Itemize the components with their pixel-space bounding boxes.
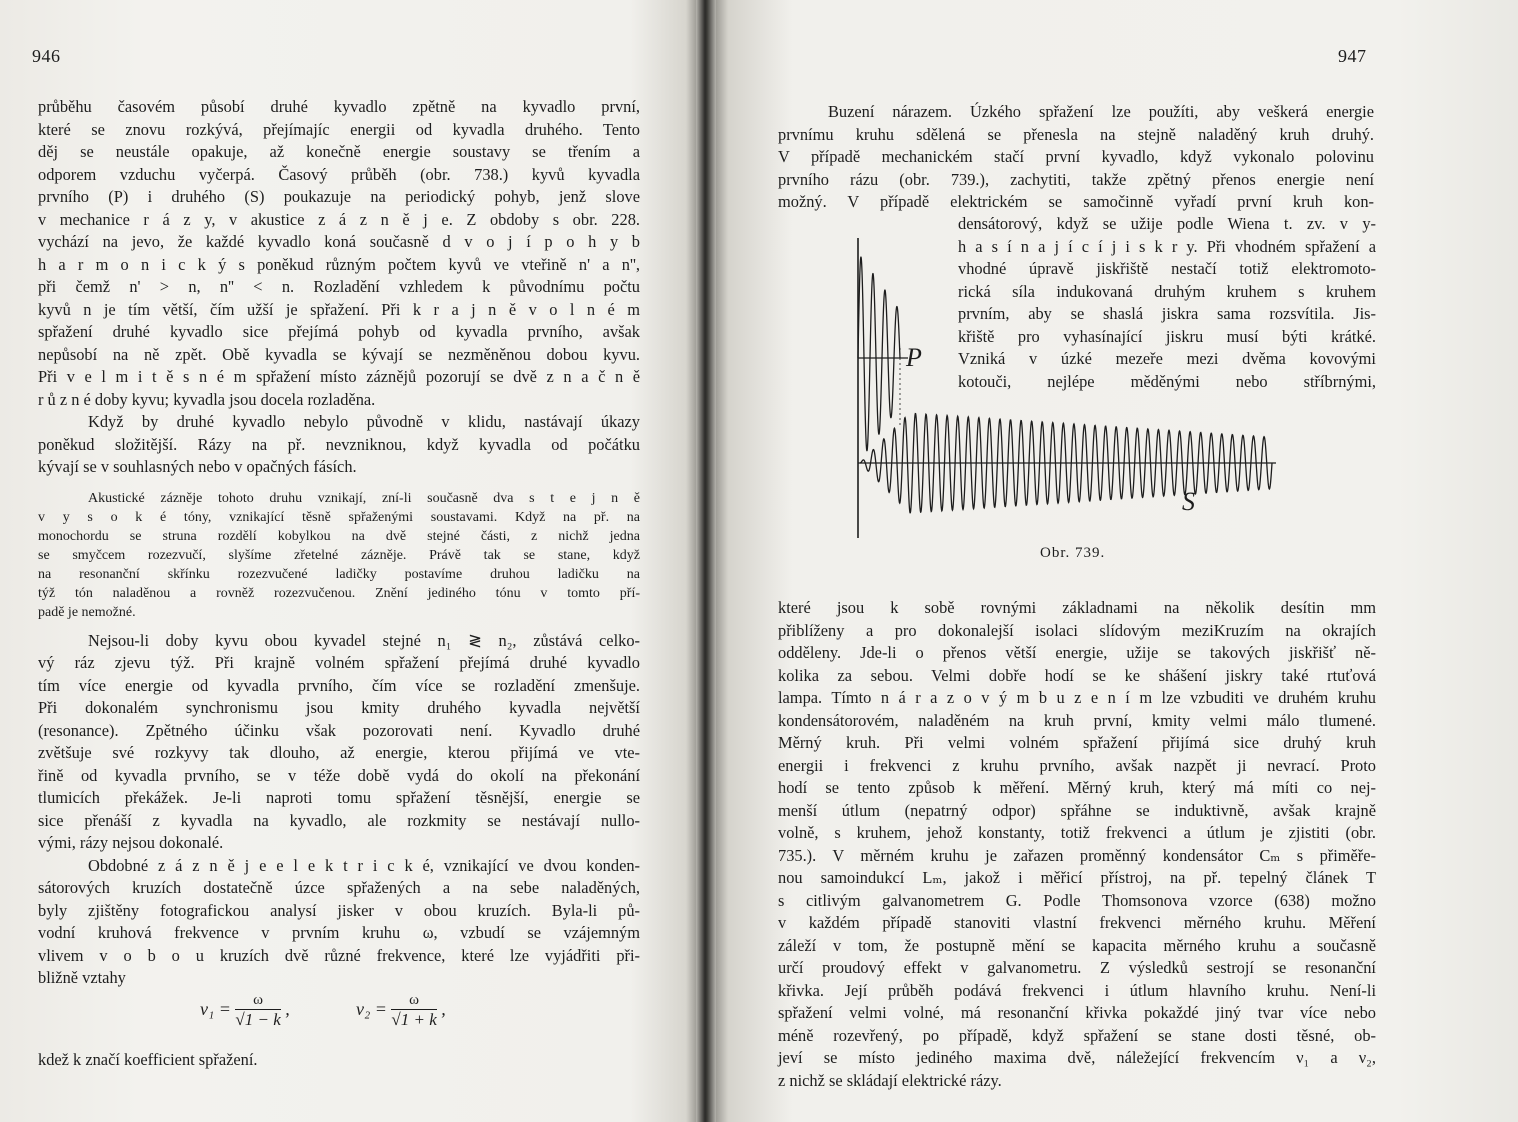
para4-line: bližně vztahy [38,968,126,987]
para1-line: při čemž n' > n, n'' < n. Rozladění vzhledem k původnímu počtu [38,277,640,296]
figure-caption: Obr. 739. [1040,545,1106,561]
para1-line: h a r m o n i c k ý s poněkud různým počtem kyvů ve vteřině n' a n'', [38,254,640,274]
paragraph-coupled-pendulums [38,96,640,411]
right-bottom-line: nou samoindukcí Lₘ, jakož i měřicí přístroj, na př. tepelný článek T [778,868,1376,887]
right-bottom-line: přiblíženy a pro dokonalejší isolaci slídovým meziKruzím na okrajích [778,620,1376,640]
para1-line: nepůsobí na ně zpět. Obě kyvadla se kývají se nezměněnou dobou kyvu. [38,344,640,364]
para3-line: tlumicích překážek. Je-li naproti tomu spřažení těsnější, energie se [38,788,640,807]
para1-line: v mechanice r á z y, v akustice z á z n ě j e. Z obdoby s obr. 228. [38,209,640,229]
small-para-line: týž tón naladěnou a rovněž rozezvučenou. Znění jediného tónu v tomto pří- [38,585,640,601]
right-wrap-line: densátorový, když se užije podle Wiena t. zv. v y- [958,214,1376,233]
para2-line: Když by druhé kyvadlo nebylo původně v klidu, nastávají úkazy [88,412,640,431]
formula-nu1-lhs: ν₁ = [200,999,231,1020]
para1-line: děj se neustále opakuje, až konečně energie soustavy se třením a [38,142,640,161]
paragraph-acoustic-beats [38,489,640,622]
right-wrap-line: rická síla indukovaná druhým kruhem s kruhem [958,281,1376,301]
para1-line: průběhu časovém působí druhé kyvadlo zpětně na kyvadlo první, [38,97,640,116]
para3-line: vý ráz zjevu týž. Při krajně volném spřažení přejímá druhé kyvadlo [38,653,640,672]
para4-line: sátorových kruzích dostatečně úzce spřažených a na sebe naladěných, [38,878,640,897]
figure-label-p: P [906,343,922,372]
para4-line: Obdobné z á z n ě j e e l e k t r i c k é, vznikající ve dvou konden- [88,855,640,875]
formula-nu1-numerator: ω [235,992,280,1010]
para3-line: řině od kyvadla prvního, se v téže době vydá do okolí na překonání [38,765,640,785]
small-para-line: na resonanční skřínku rozezvučené ladičky postavíme druhou ladičku na [38,566,640,582]
formula-nu2-lhs: ν₂ = [356,999,387,1020]
formula-nu2-denominator: √1 + k [391,1010,437,1029]
right-top-line: V případě mechanickém stačí první kyvadlo, když vykonalo polovinu [778,147,1374,166]
closing-line: kdež k značí koefficient spřažení. [38,1050,258,1069]
formula-nu2 [356,992,446,1030]
para2-line: poněkud složitější. Rázy na př. nevzniknou, když kyvadla od počátku [38,434,640,454]
right-bottom-line: menší útlum (nepatrný odpor) spřáhne se induktivně, avšak krajně [778,800,1376,820]
small-para-line: monochordu se struna rozdělí kobylkou na dvě stejné části, z nichž jedna [38,528,640,544]
para3-line: (resonance). Zpětného účinku však pozorovati není. Kyvadlo druhé [38,720,640,740]
right-bottom-line: kondensátorovém, naladěném na kruh první, kmity velmi málo tlumené. [778,710,1376,730]
right-bottom-line: hodí se tento způsob k měření. Měrný kruh, který má míti co nej- [778,778,1376,797]
book-gutter [696,0,716,1122]
right-bottom-line: Měrný kruh. Při velmi volném spřažení přijímá sice druhý kruh [778,733,1376,752]
right-bottom-line: záleží v tom, že postupně mění se kapacita měrného kruhu a současně [778,935,1376,955]
small-para-line: padě je nemožné. [38,604,136,620]
right-bottom-line: které jsou k sobě rovnými základnami na několik desítin mm [778,598,1376,617]
wave-p-trace [858,257,900,451]
left-page-number: 946 [32,46,61,66]
formula-nu2-numerator: ω [391,992,436,1010]
right-wrap-line: kotouči, nejlépe měděnými nebo stříbrnými, [958,371,1376,391]
para3-line: zvětšuje své rozkyvy tak dlouho, až energie, kterou přijímá ve vte- [38,743,640,762]
right-bottom-line: s citlivým galvanometrem G. Podle Thomsonova vzorce (638) možno [778,890,1376,910]
right-bottom-line: méně rozevřený, po případě, když spřažení se stane dosti těsné, ob- [778,1025,1376,1045]
formula-nu2-fraction [391,992,436,1030]
right-bottom-line: odděleny. Jde-li o přenos větší energie, užije se takových jiskřišť ně- [778,643,1376,662]
para1-line: kyvů n je tím větší, čím užší je spřažení. Při k r a j n ě v o l n é m [38,299,640,319]
right-bottom-line: z nichž se skládají elektrické rázy. [778,1070,1002,1090]
right-bottom-line: křivka. Její průběh podává frekvenci i útlum hlavního kruhu. Není-li [778,980,1376,1000]
paragraph-electric-beats [38,855,640,990]
right-bottom-line: určí proudový effekt v galvanometru. Z výsledků sestrojí se resonanční [778,958,1376,977]
right-bottom-line: 735.). V měrném kruhu je zařazen proměnný kondensátor Cₘ s přiměře- [778,845,1376,865]
right-top-line: prvnímu kruhu sdělená se přenesla na stejně naladěný kruh druhý. [778,124,1374,144]
right-bottom-line: energii i frekvenci z kruhu prvního, avšak nazpět ji nevrací. Proto [778,755,1376,775]
para1-line: r ů z n é doby kyvu; kyvadla jsou docela rozladěna. [38,389,376,409]
right-bottom-line: kolika za sebou. Velmi dobře hodí se ke shášení jiskry také rtuťová [778,665,1376,685]
right-top-text [778,101,1374,214]
right-top-line: Buzení nárazem. Úzkého spřažení lze použíti, aby veškerá energie [828,102,1374,121]
para1-line: vychází na jevo, že každé kyvadlo koná současně d v o j í p o h y b [38,232,640,251]
formula-nu1-fraction [235,992,280,1030]
pendulum-p-wave [858,257,900,451]
right-bottom-text [778,597,1376,1092]
right-wrap-line: křiště pro vyhasínající jiskru musí býti krátké. [958,326,1376,346]
para4-line: vodní kruhová frekvence v prvním kruhu ω, vzbudí se vzájemným [38,923,640,942]
para3-line: tím více energie od kyvadla prvního, čím více se rozladění zmenšuje. [38,675,640,695]
para1-line: spřažení druhé kyvadlo sice přejímá pohyb od kyvadla prvního, avšak [38,322,640,341]
para1-line: které se znovu rozkývá, přejímajíc energii od kyvadla druhého. Tento [38,119,640,139]
figure-739 [848,238,1282,540]
paragraph-initial-conditions [38,411,640,479]
right-bottom-line: v každém případě stanoviti vlastní frekvenci měrného kruhu. Měření [778,913,1376,932]
small-para-line: se smyčcem rozezvučí, slyšíme zřetelné zázněje. Právě tak se stane, když [38,547,640,563]
left-text-column [38,96,640,990]
small-para-line: Akustické zázněje tohoto druhu vznikají, zní-li současně dva s t e j n ě [88,490,640,506]
formula-nu1 [200,992,290,1030]
small-para-line: v y s o k é tóny, vznikající těsně spřaženými soustavami. Když na př. na [38,509,640,525]
para3-line: Nejsou-li doby kyvu obou kyvadel stejné n₁ ≷ n₂, zůstává celko- [88,630,640,650]
paragraph-resonance [38,630,640,855]
right-bottom-line: lampa. Tímto n á r a z o v ý m b u z e n í m lze vzbuditi ve druhém kruhu [778,688,1376,707]
formula-nu1-tail: , [285,999,290,1020]
para3-line: Při dokonalém synchronismu jsou kmity druhého kyvadla největší [38,698,640,717]
para4-line: byly zjištěny fotografickou analysí jisker v obou kruzích. Byla-li pů- [38,900,640,920]
para1-line: Při v e l m i t ě s n é m spřažení místo záznějů pozorují se dvě z n a č n ě [38,367,640,386]
para4-line: vlivem v o b o u kruzích dvě různé frekvence, které lze vyjádřiti při- [38,945,640,965]
right-bottom-line: spřažení velmi volné, má resonanční křivka pokaždé jiný tvar více nebo [778,1003,1376,1022]
right-wrap-line: Vzniká v úzké mezeře mezi dvěma kovovými [958,349,1376,368]
right-top-line: možný. V případě elektrickém se samočinně vyřadí první kruh kon- [778,192,1374,211]
formula-nu1-denominator: √1 − k [235,1010,281,1029]
right-wrap-line: h a s í n a j í c í j i s k r y. Při vhodném spřažení a [958,236,1376,256]
para3-line: sice přenáší z kyvadla na kyvadlo, ale rozkmity se nestávají nullo- [38,810,640,830]
formula-nu2-tail: , [441,999,446,1020]
right-page-number: 947 [1338,46,1367,66]
right-top-line: prvního rázu (obr. 739.), zachytiti, takže zpětný přenos energie není [778,169,1374,189]
para1-line: prvního (P) i druhého (S) poukazuje na periodický pohyb, jenž slove [38,187,640,206]
right-wrap-line: vhodné úpravě jiskřiště nestačí totiž elektromoto- [958,259,1376,278]
right-bottom-line: volně, s kruhem, jehož konstanty, totiž frekvenci a útlum je zjistiti (obr. [778,823,1376,842]
para3-line: vými, rázy nejsou dokonalé. [38,833,224,852]
para2-line: kývají se v souhlasných nebo v opačných fásích. [38,457,357,476]
para1-line: odporem vzduchu vyčerpá. Časový průběh (obr. 738.) kyvů kyvadla [38,164,640,184]
right-bottom-line: jeví se místo jediného maxima dvě, náležející frekvencím ν₁ a ν₂, [778,1048,1376,1067]
figure-label-s: S [1182,487,1195,516]
right-wrap-line: prvním, aby se shaslá jiskra sama rozsvítila. Jis- [958,304,1376,323]
